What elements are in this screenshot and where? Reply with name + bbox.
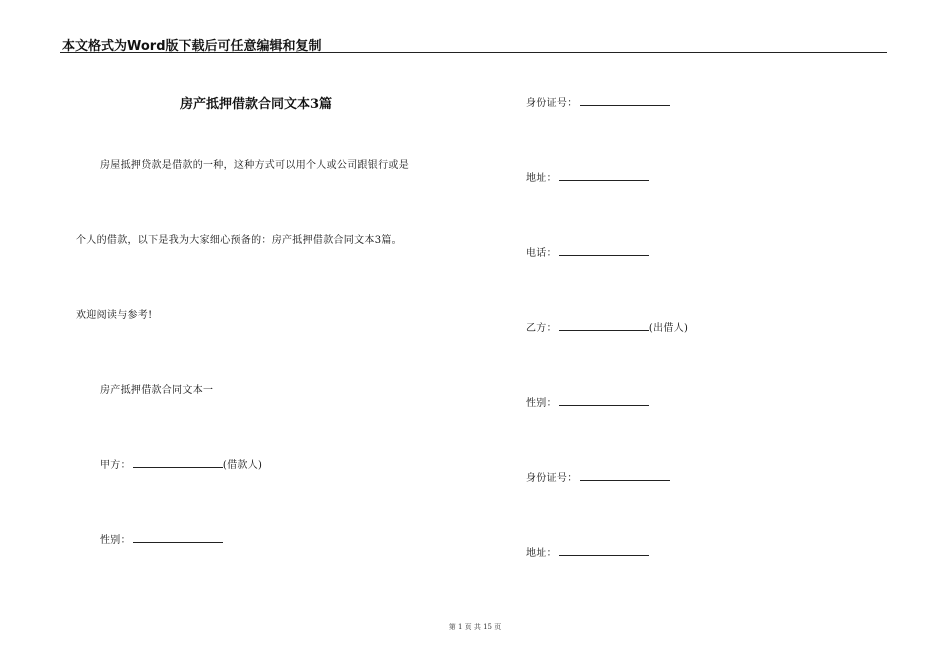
gender-blank-2 <box>559 395 649 406</box>
id-label-1: 身份证号： <box>526 98 578 109</box>
gender-label-1: 性别： <box>100 535 131 546</box>
document-title: 房产抵押借款合同文本3篇 <box>180 97 333 112</box>
address-field-2 <box>526 544 649 559</box>
gender-field-1 <box>100 531 223 546</box>
party-b-blank <box>559 320 649 331</box>
phone-label-1: 电话： <box>526 248 557 259</box>
address-blank-1 <box>559 170 649 181</box>
gender-blank-1 <box>133 532 223 543</box>
party-a-field <box>100 456 262 471</box>
party-a-label: 甲方： <box>100 460 131 471</box>
intro-line-3: 欢迎阅读与参考! <box>76 310 153 321</box>
party-a-blank <box>133 457 223 468</box>
header-divider <box>60 52 887 53</box>
party-b-label: 乙方： <box>526 323 557 334</box>
id-blank-1 <box>580 95 670 106</box>
page-number-footer: 第 1 页 共 15 页 <box>448 623 502 631</box>
address-blank-2 <box>559 545 649 556</box>
intro-line-2: 个人的借款，以下是我为大家细心预备的：房产抵押借款合同文本3篇。 <box>76 235 402 246</box>
document-header-title: 本文格式为Word版下载后可任意编辑和复制 <box>62 39 322 54</box>
address-label-1: 地址： <box>526 173 557 184</box>
section-title: 房产抵押借款合同文本一 <box>100 385 214 396</box>
address-field-1 <box>526 169 649 184</box>
gender-label-2: 性别： <box>526 398 557 409</box>
id-blank-2 <box>580 470 670 481</box>
gender-field-2 <box>526 394 649 409</box>
id-field-1 <box>526 94 670 109</box>
party-a-role: (借款人) <box>222 460 263 471</box>
phone-field-1 <box>526 244 649 259</box>
party-b-role: (出借人) <box>648 323 689 334</box>
address-label-2: 地址： <box>526 548 557 559</box>
id-label-2: 身份证号： <box>526 473 578 484</box>
party-b-field <box>526 319 688 334</box>
id-field-2 <box>526 469 670 484</box>
phone-blank-1 <box>559 245 649 256</box>
intro-line-1: 房屋抵押贷款是借款的一种，这种方式可以用个人或公司跟银行或是 <box>100 160 409 171</box>
